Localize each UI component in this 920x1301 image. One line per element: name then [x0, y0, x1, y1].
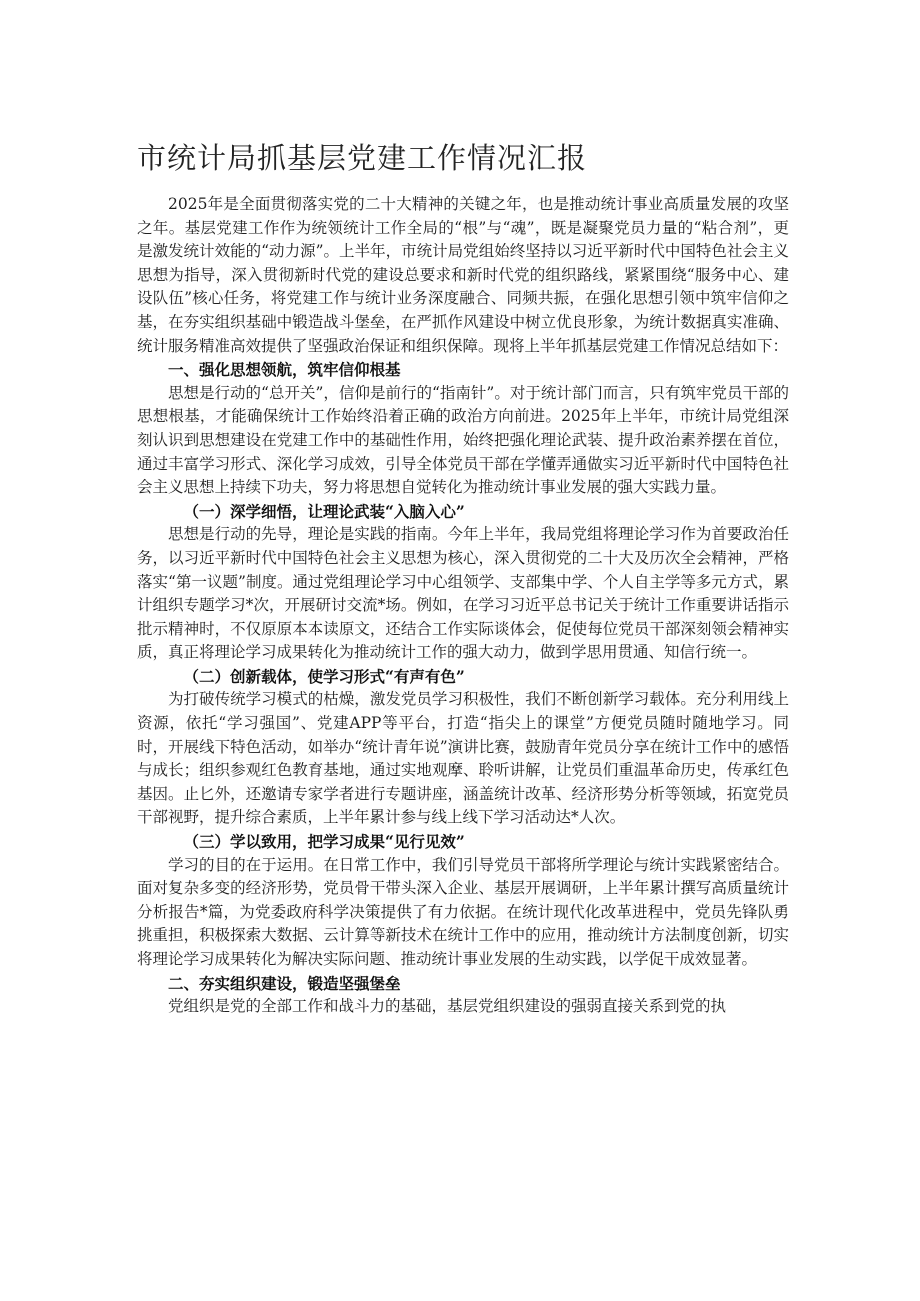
- section-2-paragraph: 党组织是党的全部工作和战斗力的基础，基层党组织建设的强弱直接关系到党的执: [168, 997, 727, 1016]
- subsection-1-3-paragraph: 学习的目的在于运用。在日常工作中，我们引导党员干部将所学理论与统计实践紧密结合。面对复杂多变的经济形势，党员骨干带头深入企业、基层开展调研，上半年累计撰写高质量统计分析报告*篇，为党委政府科学决策提供了有力依据。在统计现代化改革进程中，党员先锋队勇挑重担，积极探索大数据、云计算等新技术在统计工作中的应用，推动统计方法制度创新，切实将理论学习成果转化为解决实际问题、推动统计事业发展的生动实践，以学促干成效显著。: [137, 855, 789, 968]
- section-heading-1: 一、强化思想领航，筑牢信仰根基: [168, 360, 401, 380]
- subsection-heading-1-3: （三）学以致用，把学习成果“见行见效”: [183, 832, 465, 852]
- subsection-1-2-paragraph: 为打破传统学习模式的枯燥，激发党员学习积极性，我们不断创新学习载体。充分利用线上资源，依托“学习强国”、党建APP等平台，打造“指尖上的课堂”方便党员随时随地学习。同时，开展线下特色活动，如举办“统计青年说”演讲比赛，鼓励青年党员分享在统计工作中的感悟与成长；组织参观红色教育基地，通过实地观摩、聆听讲解，让党员们重温革命历史，传承红色基因。止匕外，还邀请专家学者进行专题讲座，涵盖统计改革、经济形势分析等领域，拓宽党员干部视野，提升综合素质，上半年累计参与线上线下学习活动达*人次。: [137, 690, 789, 827]
- section-1-paragraph: 思想是行动的“总开关”，信仰是前行的“指南针”。对于统计部门而言，只有筑牢党员干部的思想根基，才能确保统计工作始终沿着正确的政治方向前进。2025年上半年，市统计局党组深刻认识到思想建设在党建工作中的基础性作用，始终把强化理论武装、提升政治素养摆在首位，通过丰富学习形式、深化学习成效，引导全体党员干部在学懂弄通做实习近平新时代中国特色社会主义思想上持续下功夫，努力将思想自觉转化为推动统计事业发展的强大实践力量。: [137, 383, 789, 497]
- page-title: 市统计局抓基层党建工作情况汇报: [137, 141, 588, 175]
- document-body: [137, 193, 789, 1019]
- subsection-heading-1-1: （一）深学细悟，让理论武装“入脑入心”: [183, 501, 465, 521]
- intro-paragraph: 2025年是全面贯彻落实党的二十大精神的关键之年，也是推动统计事业高质量发展的攻坚之年。基层党建工作作为统领统计工作全局的“根”与“魂”，既是凝聚党员力量的“粘合剂”，更是激发统计效能的“动力源”。上半年，市统计局党组始终坚持以习近平新时代中国特色社会主义思想为指导，深入贯彻新时代党的建设总要求和新时代党的组织路线，紧紧围绕“服务中心、建设队伍”核心任务，将党建工作与统计业务深度融合、同频共振，在强化思想引领中筑牢信仰之基，在夯实组织基础中锻造战斗堡垒，在严抓作风建设中树立优良形象，为统计数据真实准确、统计服务精准高效提供了坚强政治保证和组织保障。现将上半年抓基层党建工作情况总结如下：: [137, 195, 789, 355]
- subsection-heading-1-2: （二）创新载体，使学习形式“有声有色”: [183, 666, 465, 686]
- section-heading-2: 二、夯实组织建设，锻造坚强堡垒: [168, 973, 401, 993]
- subsection-1-1-paragraph: 思想是行动的先导，理论是实践的指南。今年上半年，我局党组将理论学习作为首要政治任务，以习近平新时代中国特色社会主义思想为核心，深入贯彻党的二十大及历次全会精神，严格落实“第一议题”制度。通过党组理论学习中心组领学、支部集中学、个人自主学等多元方式，累计组织专题学习*次，开展研讨交流*场。例如，在学习习近平总书记关于统计工作重要讲话指示批示精神时，不仅原原本本读原文，还结合工作实际谈体会，促使每位党员干部深刻领会精神实质，真正将理论学习成果转化为推动统计工作的强大动力，做到学思用贯通、知信行统一。: [137, 525, 789, 662]
